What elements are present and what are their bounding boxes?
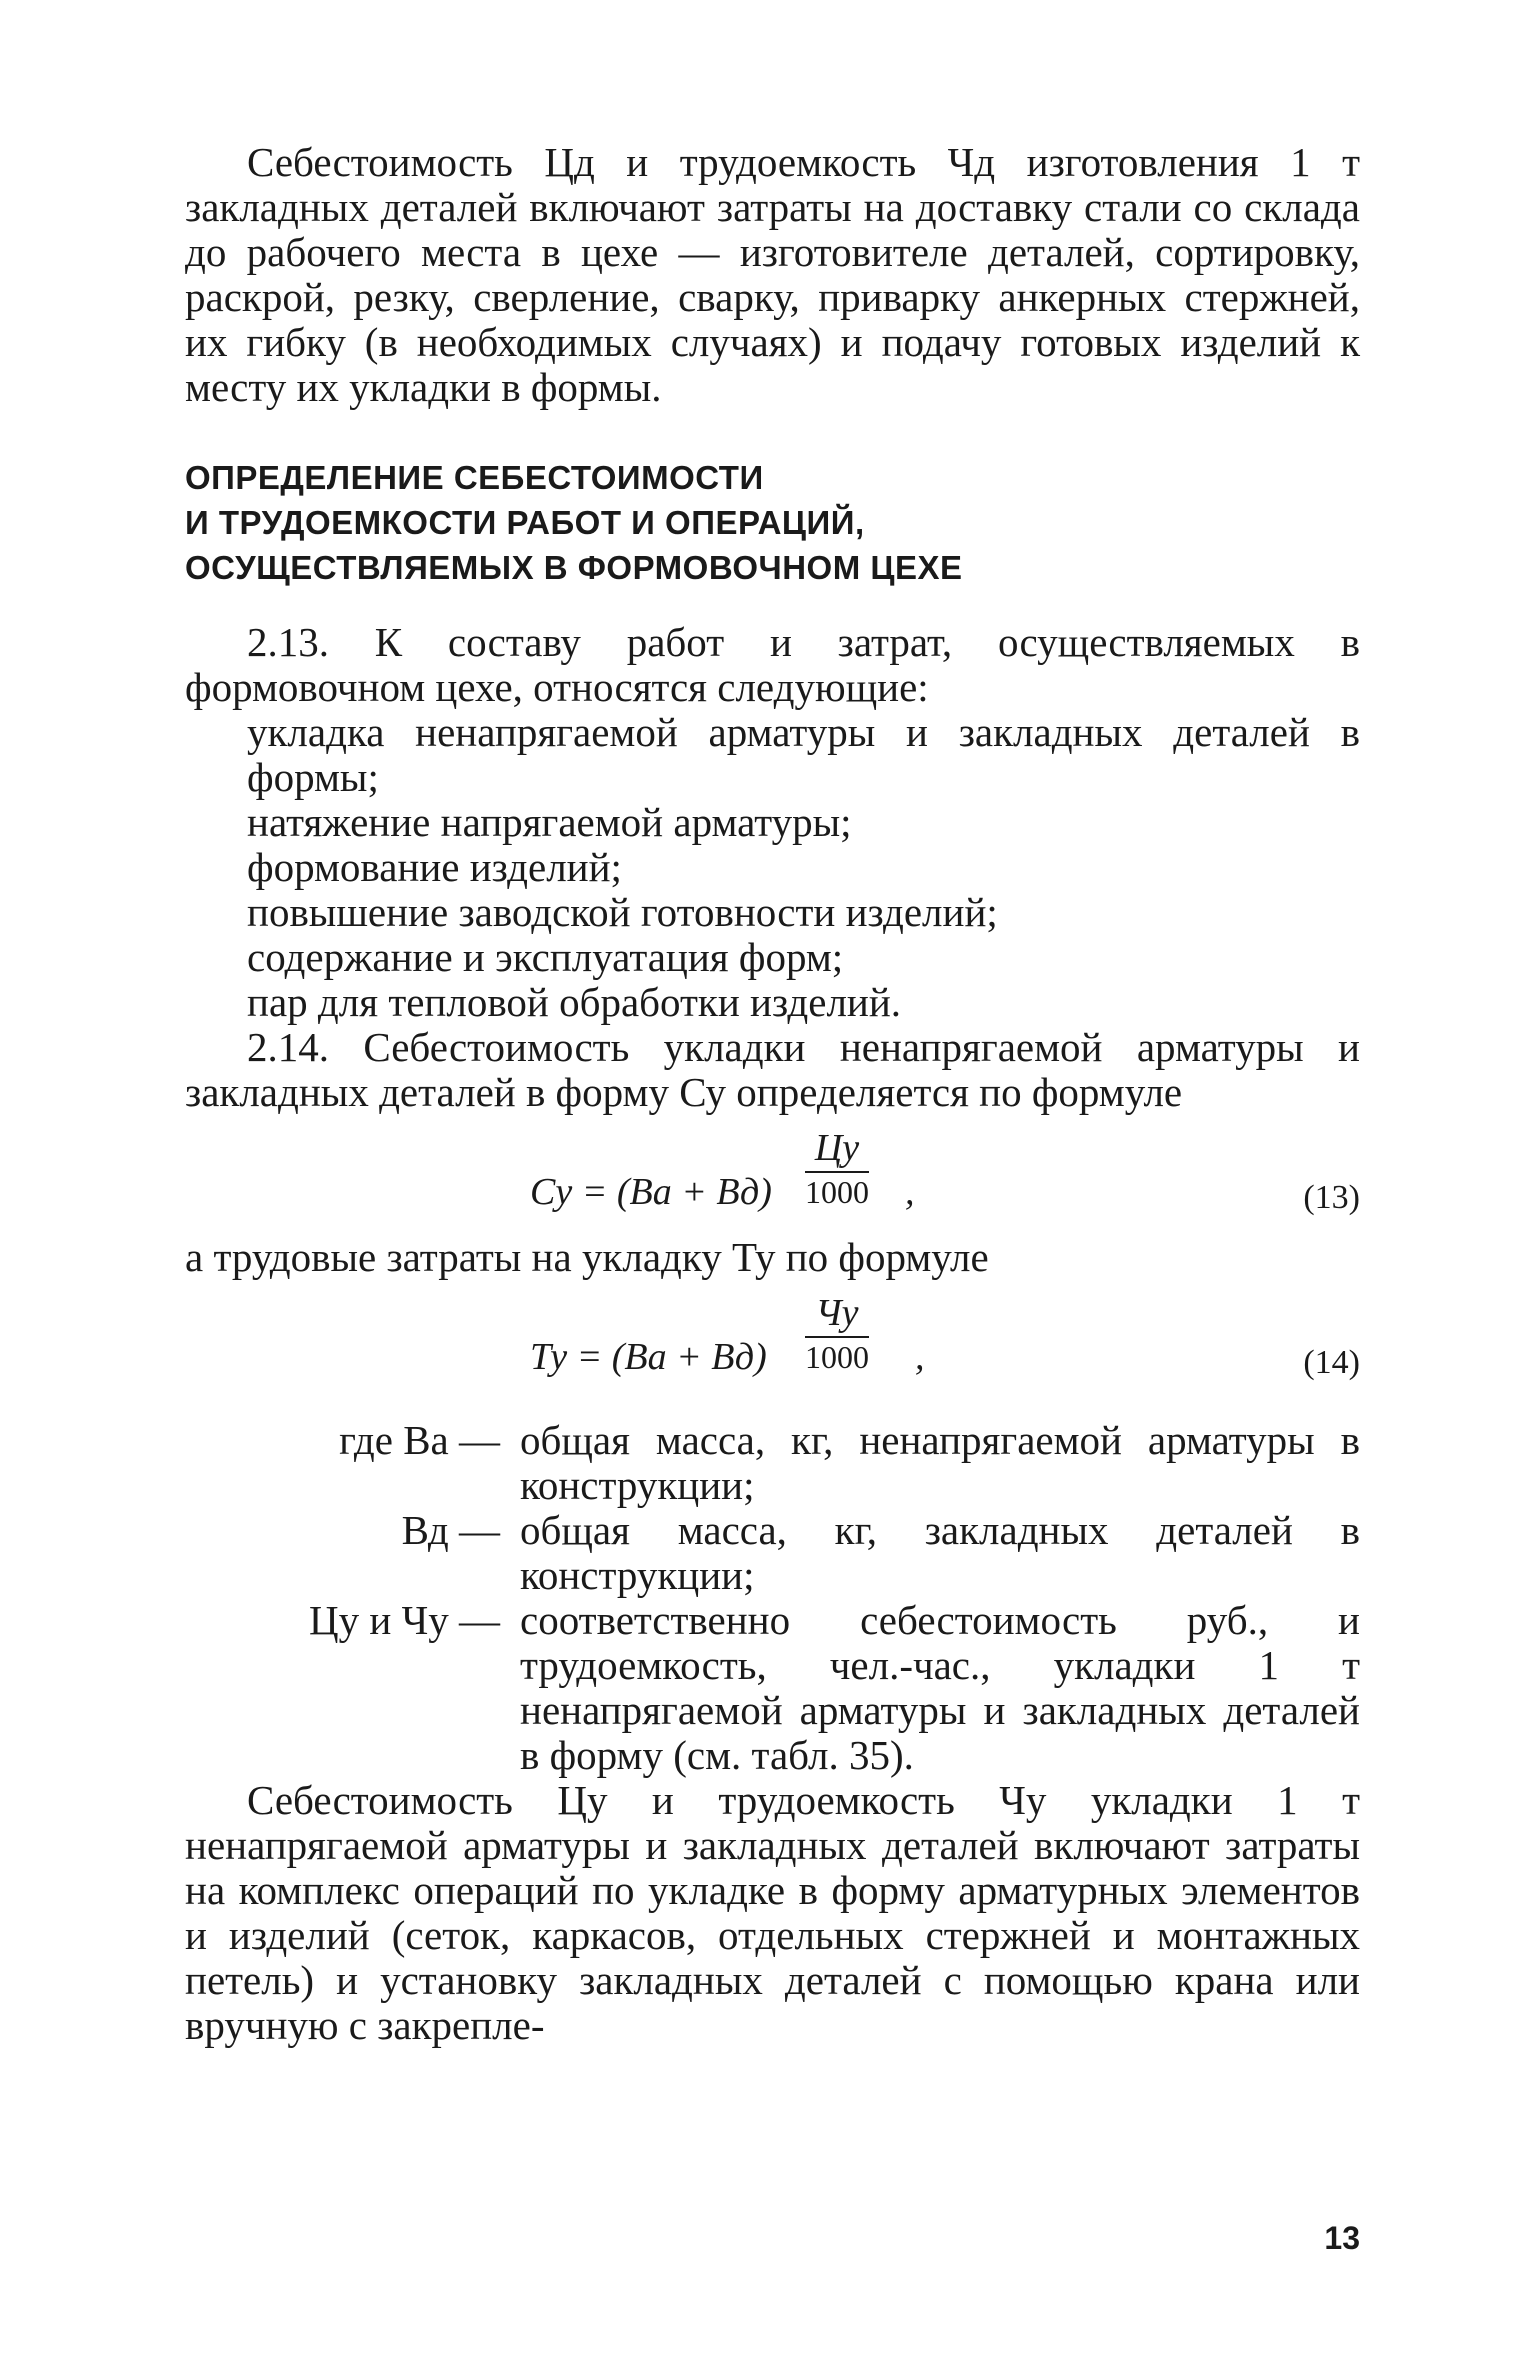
list-item: формование изделий; xyxy=(247,844,622,890)
formula-13-lhs: Су = (Ва + Вд) xyxy=(530,1171,772,1213)
list-item: пар для тепловой обработки изделий. xyxy=(247,979,902,1025)
formula-13-denominator: 1000 xyxy=(805,1174,869,1210)
formula-13-numerator: Цу xyxy=(805,1125,869,1173)
section-heading xyxy=(185,455,1360,590)
formula-14 xyxy=(185,1290,1360,1400)
formula-14-number: (14) xyxy=(1303,1344,1360,1381)
paragraph-between-formulas: а трудовые затраты на укладку Ту по формуле xyxy=(185,1234,989,1280)
paragraph-2-13: 2.13. К составу работ и затрат, осуществляемых в формовочном цехе, относятся следующие: xyxy=(185,619,1360,710)
definition-term: Цу и Чу — xyxy=(309,1597,500,1643)
list-item: содержание и эксплуатация форм; xyxy=(247,934,844,980)
formula-13 xyxy=(185,1125,1360,1235)
heading-line-3: ОСУЩЕСТВЛЯЕМЫХ В ФОРМОВОЧНОМ ЦЕХЕ xyxy=(185,549,963,586)
definition-term: Вд — xyxy=(401,1507,500,1553)
paragraph-cost-laying: Себестоимость Цу и трудоемкость Чу укладки 1 т ненапрягаемой арматуры и закладных деталей включают затраты на комплекс операций по укладке в форму арматурных элементов и изделий (сеток, каркасов, отдельных стержней и монтажных петель) и установку закладных деталей с помощью крана или вручную с закрепле- xyxy=(185,1777,1360,2048)
list-item: повышение заводской готовности изделий; xyxy=(247,889,998,935)
definition-row xyxy=(185,1508,1360,1598)
heading-line-1: ОПРЕДЕЛЕНИЕ СЕБЕСТОИМОСТИ xyxy=(185,459,764,496)
page-number: 13 xyxy=(1324,2220,1360,2256)
where-definitions xyxy=(185,1418,1360,1778)
formula-14-fraction xyxy=(805,1290,869,1376)
formula-13-fraction xyxy=(805,1125,869,1211)
definition-row xyxy=(185,1418,1360,1508)
definition-row xyxy=(185,1598,1360,1778)
paragraph-2-14: 2.14. Себестоимость укладки ненапрягаемой арматуры и закладных деталей в форму Су определяется по формуле xyxy=(185,1024,1360,1115)
formula-14-numerator: Чу xyxy=(805,1290,869,1338)
formula-13-number: (13) xyxy=(1303,1179,1360,1216)
list-item: укладка ненапрягаемой арматуры и закладных деталей в формы; xyxy=(247,709,1360,800)
page-body xyxy=(185,140,1360,2048)
list-item: натяжение напрягаемой арматуры; xyxy=(247,799,852,845)
definition-text: соответственно себестоимость руб., и трудоемкость, чел.-час., укладки 1 т ненапрягаемой арматуры и закладных деталей в форму (см. табл. 35). xyxy=(520,1597,1360,1778)
definition-text: общая масса, кг, ненапрягаемой арматуры в конструкции; xyxy=(520,1417,1360,1508)
heading-line-2: И ТРУДОЕМКОСТИ РАБОТ И ОПЕРАЦИЙ, xyxy=(185,504,865,541)
works-list xyxy=(185,710,1360,1025)
formula-14-denominator: 1000 xyxy=(805,1339,869,1375)
paragraph-cost-embedded-parts: Себестоимость Цд и трудоемкость Чд изготовления 1 т закладных деталей включают затраты на доставку стали со склада до рабочего места в цехе — изготовителе деталей, сортировку, раскрой, резку, сверление, сварку, приварку анкерных стержней, их гибку (в необходимых случаях) и подачу готовых изделий к месту их укладки в формы. xyxy=(185,139,1360,410)
formula-13-comma: , xyxy=(905,1171,915,1213)
definition-text: общая масса, кг, закладных деталей в конструкции; xyxy=(520,1507,1360,1598)
formula-14-comma: , xyxy=(915,1336,925,1378)
formula-14-lhs: Ту = (Ва + Вд) xyxy=(530,1336,767,1378)
definition-term: где Ва — xyxy=(339,1417,500,1463)
